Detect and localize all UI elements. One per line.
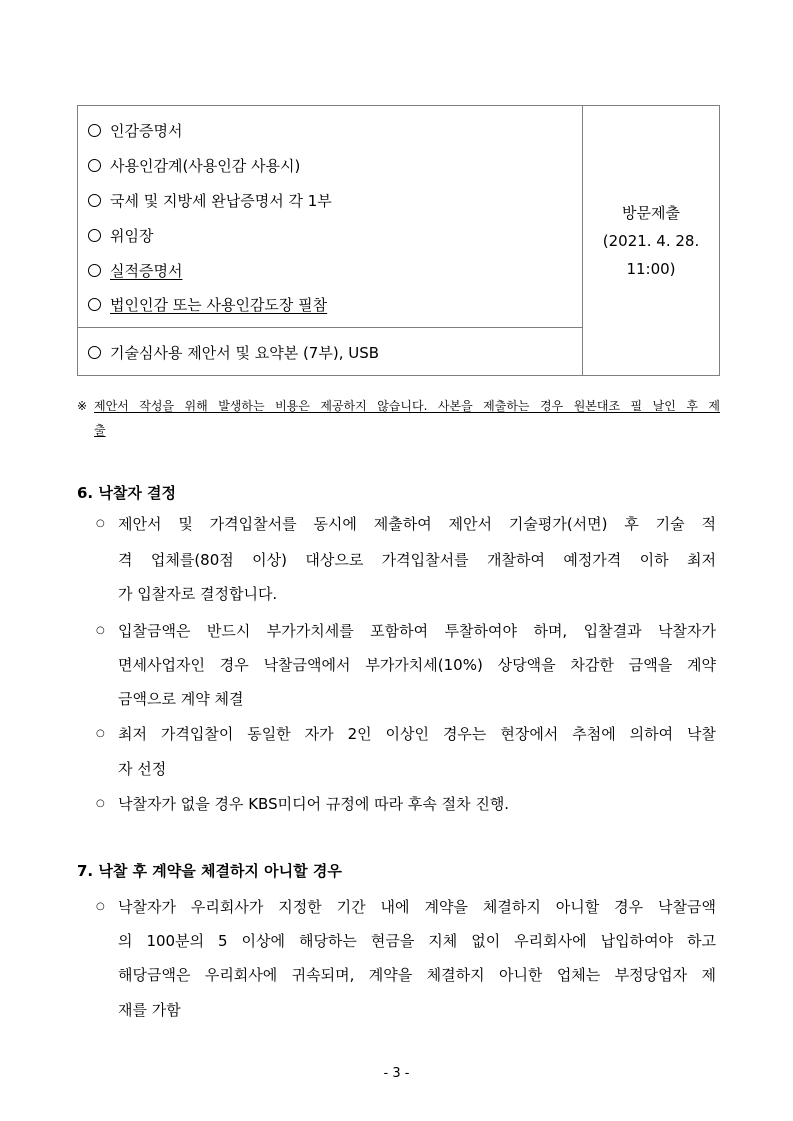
document-item: 위임장: [88, 225, 153, 247]
paragraph-line: 낙찰자가 없을 경우 KBS미디어 규정에 따라 후속 절차 진행.: [118, 795, 510, 813]
document-item: 실적증명서: [88, 260, 182, 282]
paragraph-line: 해당금액은 우리회사에 귀속되며, 계약을 체결하지 아니한 업체는 부정당업자 제: [118, 966, 716, 984]
paragraph-line: 가 입찰자로 결정합니다.: [118, 585, 278, 603]
bullet-mark: ○: [96, 518, 105, 529]
circle-bullet-icon: [88, 194, 101, 207]
submission-method-cell: [583, 106, 719, 375]
proposal-cell: [78, 328, 583, 376]
document-item: 사용인감계(사용인감 사용시): [88, 155, 300, 177]
bullet-mark: ○: [96, 728, 105, 739]
circle-bullet-icon: [88, 264, 101, 277]
reference-mark: ※: [77, 399, 88, 413]
paragraph-line: 낙찰자가 우리회사가 지정한 기간 내에 계약을 체결하지 아니할 경우 낙찰금액: [118, 898, 716, 916]
paragraph-line: 자 선정: [118, 760, 167, 778]
submission-table: [77, 105, 720, 376]
document-item: 법인인감 또는 사용인감도장 필참: [88, 294, 327, 316]
circle-bullet-icon: [88, 298, 101, 311]
paragraph-line: 최저 가격입찰이 동일한 자가 2인 이상인 경우는 현장에서 추첨에 의하여 낙찰: [118, 725, 716, 743]
paragraph-line: 금액으로 계약 체결: [118, 690, 244, 708]
circle-bullet-icon: [88, 124, 101, 137]
paragraph-line: 입찰금액은 반드시 부가가치세를 포함하여 투찰하여야 하며, 입찰결과 낙찰자가: [118, 622, 716, 640]
paragraph-line: 면세사업자인 경우 낙찰금액에서 부가가치세(10%) 상당액을 차감한 금액을 계약: [118, 656, 716, 674]
bullet-mark: ○: [96, 901, 105, 912]
document-item: 국세 및 지방세 완납증명서 각 1부: [88, 190, 332, 212]
bullet-mark: ○: [96, 798, 105, 809]
circle-bullet-icon: [88, 159, 101, 172]
document-item: 기술심사용 제안서 및 요약본 (7부), USB: [88, 342, 379, 364]
circle-bullet-icon: [88, 229, 101, 242]
submission-date: (2021. 4. 28.: [602, 231, 700, 250]
paragraph-line: 제안서 및 가격입찰서를 동시에 제출하여 제안서 기술평가(서면) 후 기술 적: [118, 515, 716, 533]
note-line: 제안서 작성을 위해 발생하는 비용은 제공하지 않습니다. 사본을 제출하는 경우 원본대조 필 날인 후 제: [94, 399, 720, 413]
paragraph-line: 재를 가함: [118, 1001, 181, 1019]
bullet-mark: ○: [96, 625, 105, 636]
section-heading: 6. 낙찰자 결정: [77, 484, 177, 502]
submission-method: 방문제출: [622, 203, 680, 222]
page-number: - 3 -: [383, 1066, 410, 1081]
circle-bullet-icon: [88, 346, 101, 359]
submission-time: 11:00): [626, 259, 676, 278]
note-line: 출: [94, 423, 106, 437]
paragraph-line: 격 업체를(80점 이상) 대상으로 가격입찰서를 개찰하여 예정가격 이하 최저: [118, 551, 716, 569]
document-item: 인감증명서: [88, 120, 182, 142]
section-heading: 7. 낙찰 후 계약을 체결하지 아니할 경우: [77, 862, 342, 880]
paragraph-line: 의 100분의 5 이상에 해당하는 현금을 지체 없이 우리회사에 납입하여야 하고: [118, 932, 716, 950]
documents-cell: [78, 106, 583, 328]
